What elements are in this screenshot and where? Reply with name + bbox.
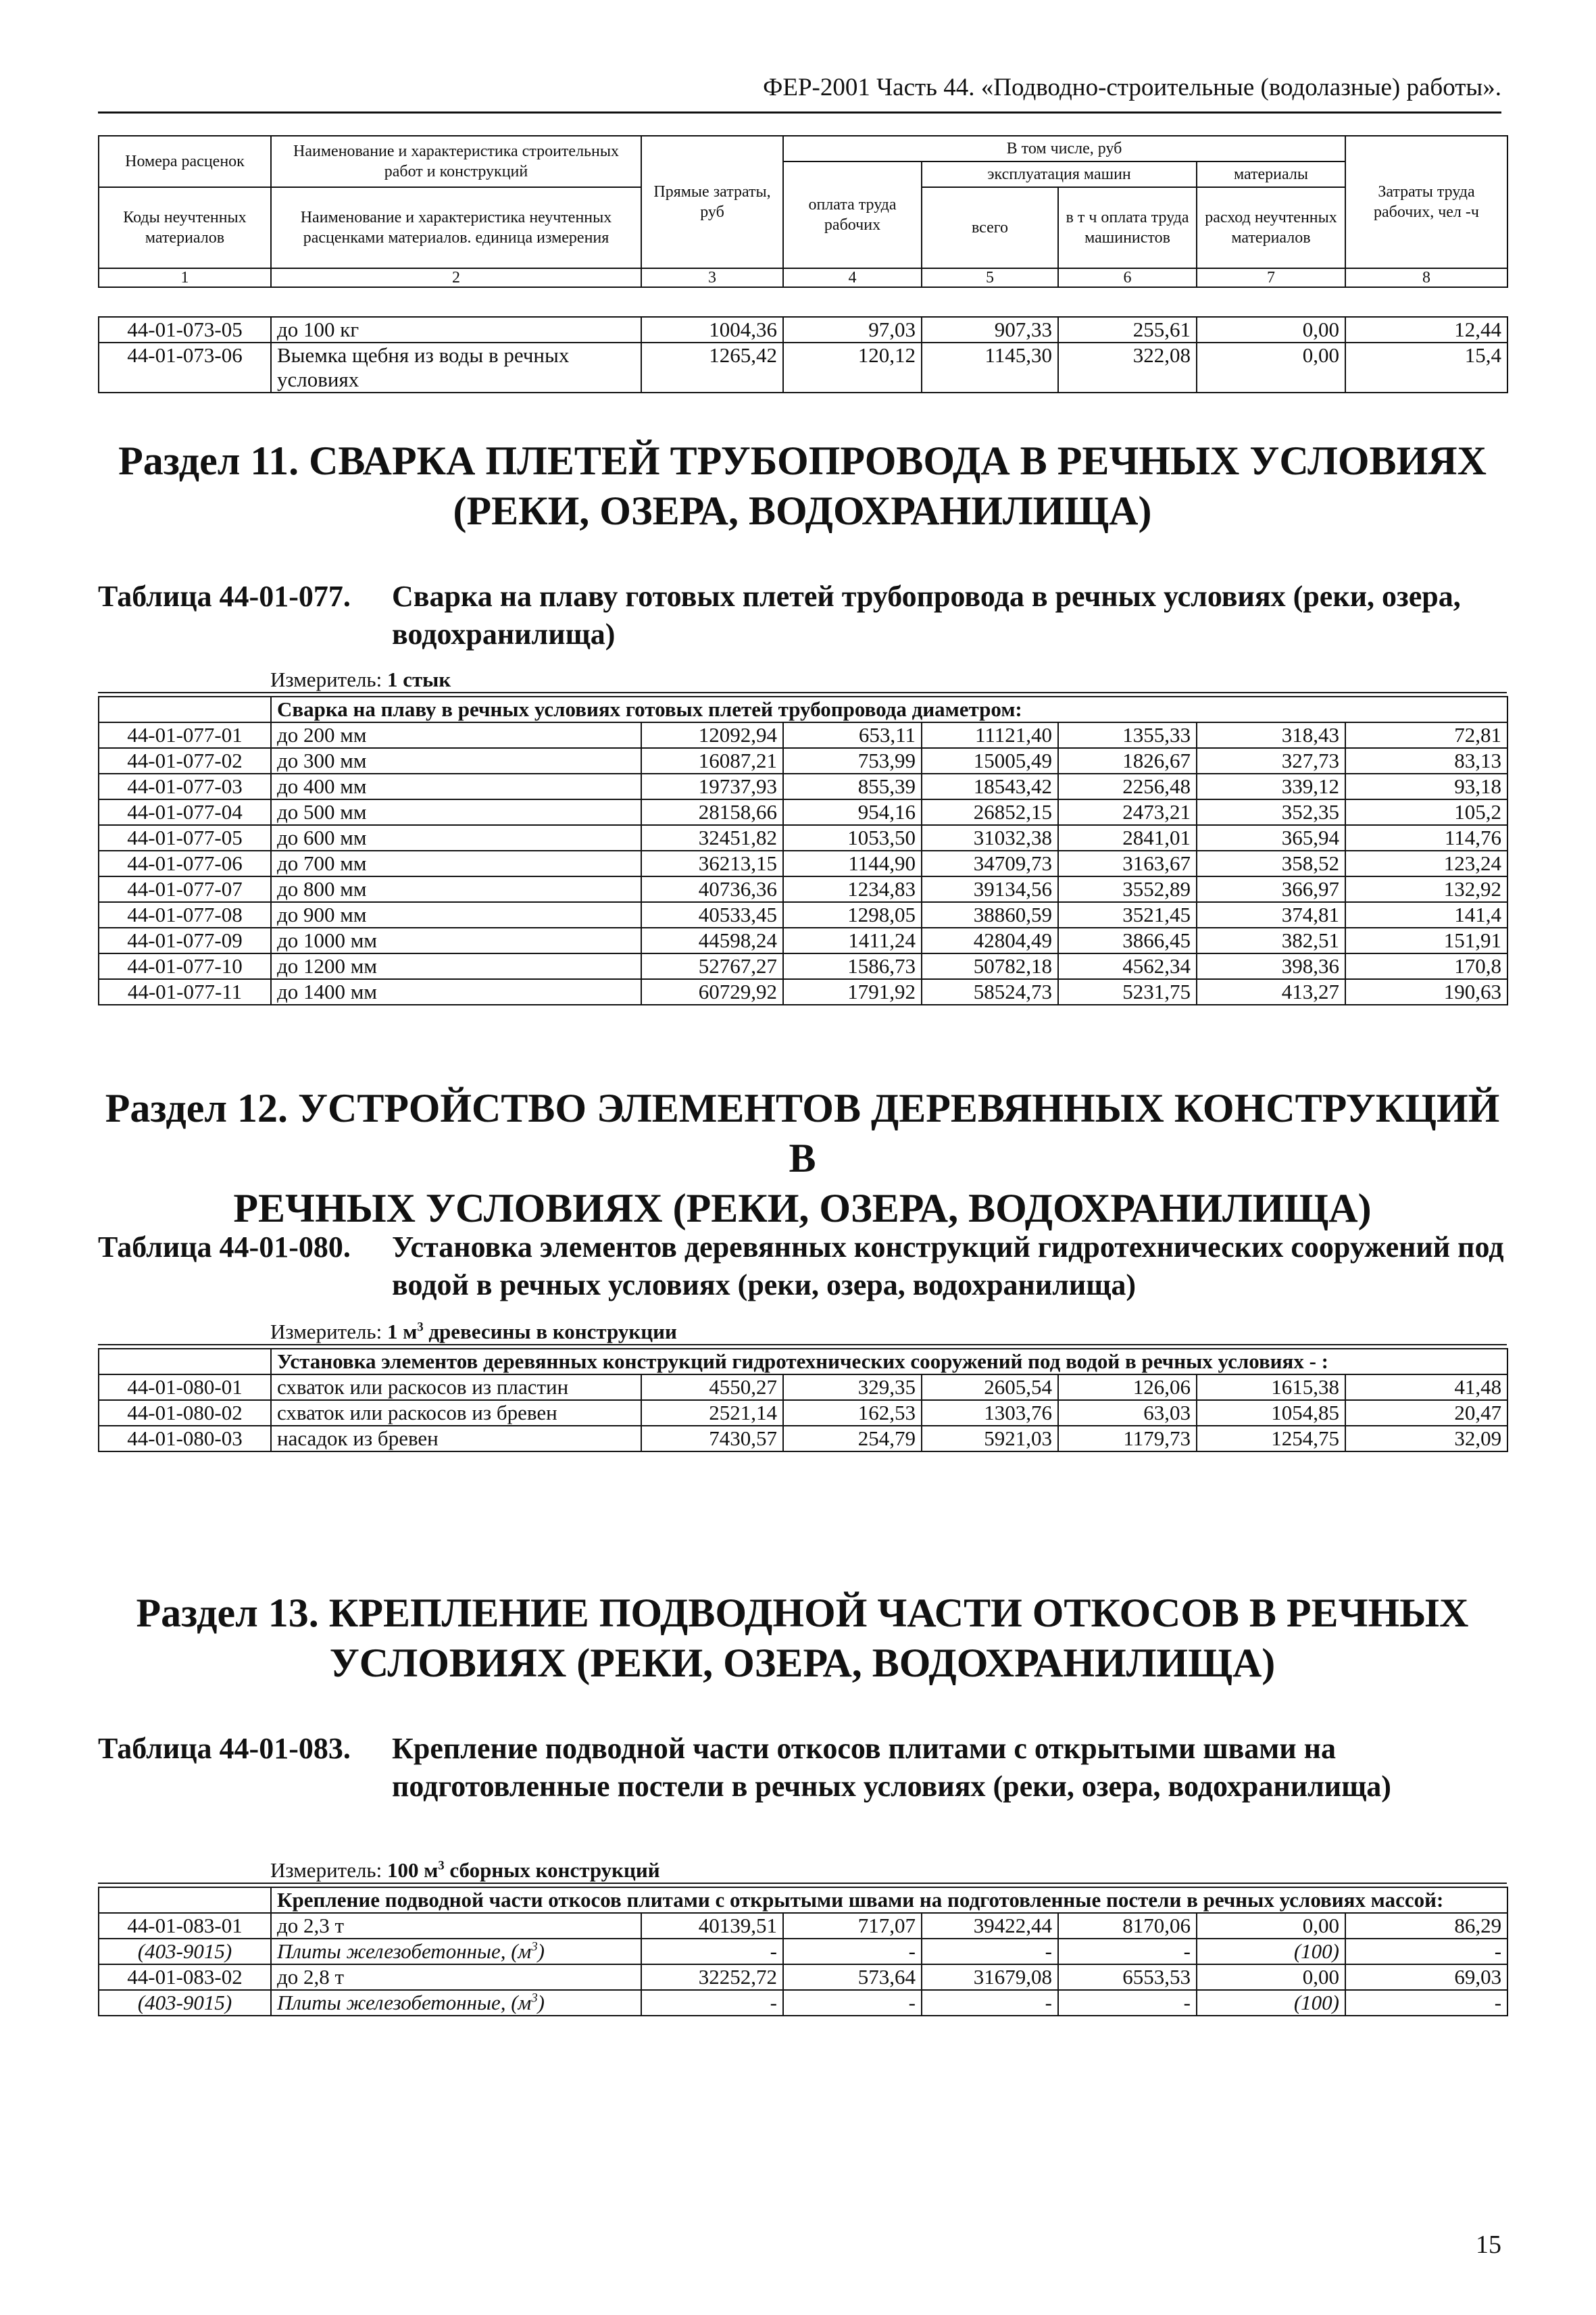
- materials: 0,00: [1197, 1913, 1345, 1939]
- table-073-continuation: [98, 316, 1508, 393]
- machines-total: 5921,03: [922, 1426, 1058, 1451]
- rate-code: 44-01-077-02: [99, 748, 271, 774]
- rate-code: 44-01-073-06: [99, 343, 271, 393]
- labor-costs: 114,76: [1345, 825, 1507, 851]
- wages: 855,39: [783, 774, 922, 799]
- column-number: 6: [1058, 268, 1197, 287]
- machines-total: 50782,18: [922, 953, 1058, 979]
- header-operator-wages: в т ч оплата труда машинистов: [1058, 187, 1197, 268]
- measure-exponent: 3: [438, 1858, 445, 1873]
- labor-costs: 86,29: [1345, 1913, 1507, 1939]
- header-material-codes: Коды неучтенных материалов: [99, 187, 271, 268]
- machines-total: 907,33: [922, 317, 1058, 343]
- direct-costs: 32451,82: [641, 825, 783, 851]
- material-name-text: Плиты железобетонные, (м: [277, 1939, 532, 1963]
- rate-code: 44-01-080-03: [99, 1426, 271, 1451]
- machines-total: 31679,08: [922, 1964, 1058, 1990]
- operator-wages: 3521,45: [1058, 902, 1197, 928]
- operator-wages: 1355,33: [1058, 722, 1197, 748]
- direct-costs: -: [641, 1939, 783, 1964]
- wages: 573,64: [783, 1964, 922, 1990]
- measure-value: 100 м: [386, 1858, 439, 1882]
- section-title-line: Раздел 13. КРЕПЛЕНИЕ ПОДВОДНОЙ ЧАСТИ ОТКОСОВ В РЕЧНЫХ: [136, 1591, 1469, 1635]
- direct-costs: 1265,42: [641, 343, 783, 393]
- table-row: [99, 1964, 1507, 1990]
- materials: 1615,38: [1197, 1374, 1345, 1400]
- wages: 954,16: [783, 799, 922, 825]
- wages: 162,53: [783, 1400, 922, 1426]
- labor-costs: 151,91: [1345, 928, 1507, 953]
- labor-costs: 170,8: [1345, 953, 1507, 979]
- header-including: В том числе, руб: [783, 136, 1345, 161]
- header-machines-total: всего: [922, 187, 1058, 268]
- operator-wages: 3163,67: [1058, 851, 1197, 876]
- table-row: [99, 902, 1507, 928]
- group-row: [99, 697, 1507, 722]
- operator-wages: 126,06: [1058, 1374, 1197, 1400]
- work-name: схваток или раскосов из бревен: [271, 1400, 641, 1426]
- work-name: до 2,8 т: [271, 1964, 641, 1990]
- section-title-line: УСЛОВИЯХ (РЕКИ, ОЗЕРА, ВОДОХРАНИЛИЩА): [329, 1641, 1276, 1685]
- operator-wages: 2841,01: [1058, 825, 1197, 851]
- section-13-title: [98, 1588, 1507, 1688]
- material-name-text: Плиты железобетонные, (м: [277, 1991, 532, 2014]
- table-080: [98, 1348, 1508, 1452]
- work-name: до 600 мм: [271, 825, 641, 851]
- rate-code: 44-01-080-02: [99, 1400, 271, 1426]
- header-work-name: Наименование и характеристика строительных работ и конструкций: [271, 136, 641, 187]
- direct-costs: 32252,72: [641, 1964, 783, 1990]
- wages: 329,35: [783, 1374, 922, 1400]
- column-number: 3: [641, 268, 783, 287]
- work-name: до 700 мм: [271, 851, 641, 876]
- table-caption: Установка элементов деревянных конструкций гидротехнических сооружений под водой в речных условиях (реки, озера, водохранилища): [392, 1230, 1504, 1301]
- work-name: до 500 мм: [271, 799, 641, 825]
- work-name: до 400 мм: [271, 774, 641, 799]
- rate-code: 44-01-077-04: [99, 799, 271, 825]
- measure-value: 1 стык: [386, 668, 451, 691]
- operator-wages: -: [1058, 1990, 1197, 2016]
- machines-total: 15005,49: [922, 748, 1058, 774]
- operator-wages: 3866,45: [1058, 928, 1197, 953]
- labor-costs: 141,4: [1345, 902, 1507, 928]
- table-083-measure: [270, 1858, 660, 1883]
- measure-exponent: 3: [417, 1320, 424, 1335]
- machines-total: 11121,40: [922, 722, 1058, 748]
- section-title-line: Раздел 12. УСТРОЙСТВО ЭЛЕМЕНТОВ ДЕРЕВЯННЫХ КОНСТРУКЦИЙ В: [105, 1086, 1500, 1180]
- work-name: до 900 мм: [271, 902, 641, 928]
- group-heading: Крепление подводной части откосов плитами с открытыми швами на подготовленные постели в речных условиях массой:: [271, 1887, 1507, 1913]
- labor-costs: 41,48: [1345, 1374, 1507, 1400]
- header-materials: материалы: [1197, 161, 1345, 187]
- measure-prefix: Измеритель:: [270, 668, 382, 691]
- machines-total: 18543,42: [922, 774, 1058, 799]
- header-material-names: Наименование и характеристика неучтенных расценками материалов. единица измерения: [271, 187, 641, 268]
- work-name: схваток или раскосов из пластин: [271, 1374, 641, 1400]
- wages: 1053,50: [783, 825, 922, 851]
- table-077: [98, 696, 1508, 1005]
- column-number: 8: [1345, 268, 1507, 287]
- table-row: [99, 1400, 1507, 1426]
- labor-costs: 69,03: [1345, 1964, 1507, 1990]
- operator-wages: 63,03: [1058, 1400, 1197, 1426]
- direct-costs: -: [641, 1990, 783, 2016]
- wages: 1298,05: [783, 902, 922, 928]
- table-row: [99, 979, 1507, 1005]
- machines-total: 38860,59: [922, 902, 1058, 928]
- operator-wages: 3552,89: [1058, 876, 1197, 902]
- work-name: до 1400 мм: [271, 979, 641, 1005]
- materials: 366,97: [1197, 876, 1345, 902]
- direct-costs: 52767,27: [641, 953, 783, 979]
- material-code: (403-9015): [99, 1990, 271, 2016]
- machines-total: -: [922, 1990, 1058, 2016]
- materials: 339,12: [1197, 774, 1345, 799]
- machines-total: 39134,56: [922, 876, 1058, 902]
- material-consumption: (100): [1197, 1990, 1345, 2016]
- machines-total: 31032,38: [922, 825, 1058, 851]
- operator-wages: 6553,53: [1058, 1964, 1197, 1990]
- material-consumption: (100): [1197, 1939, 1345, 1964]
- table-caption: Сварка на плаву готовых плетей трубопровода в речных условиях (реки, озера, водохранилища): [392, 580, 1461, 651]
- machines-total: 1145,30: [922, 343, 1058, 393]
- materials: 398,36: [1197, 953, 1345, 979]
- direct-costs: 40736,36: [641, 876, 783, 902]
- operator-wages: 255,61: [1058, 317, 1197, 343]
- header-direct-costs: Прямые затраты, руб: [641, 136, 783, 268]
- materials: 0,00: [1197, 343, 1345, 393]
- table-083: [98, 1887, 1508, 2016]
- measure-value-rest: древесины в конструкции: [423, 1320, 677, 1343]
- header-rate-numbers: Номера расценок: [99, 136, 271, 187]
- column-number: 7: [1197, 268, 1345, 287]
- table-row: [99, 1426, 1507, 1451]
- measure-value-rest: сборных конструкций: [444, 1858, 660, 1882]
- materials: 365,94: [1197, 825, 1345, 851]
- table-row: [99, 748, 1507, 774]
- rate-code: 44-01-077-01: [99, 722, 271, 748]
- section-title-line: Раздел 11. СВАРКА ПЛЕТЕЙ ТРУБОПРОВОДА В РЕЧНЫХ УСЛОВИЯХ: [118, 439, 1487, 483]
- direct-costs: 7430,57: [641, 1426, 783, 1451]
- operator-wages: 5231,75: [1058, 979, 1197, 1005]
- operator-wages: 2256,48: [1058, 774, 1197, 799]
- header-material-consumption: расход неучтенных материалов: [1197, 187, 1345, 268]
- work-name: до 100 кг: [271, 317, 641, 343]
- running-head: ФЕР-2001 Часть 44. «Подводно-строительные (водолазные) работы».: [763, 74, 1501, 101]
- labor-costs: 12,44: [1345, 317, 1507, 343]
- table-label: Таблица 44-01-083.: [98, 1732, 351, 1765]
- operator-wages: 2473,21: [1058, 799, 1197, 825]
- header-wages: оплата труда рабочих: [783, 161, 922, 268]
- wages: 97,03: [783, 317, 922, 343]
- work-name: до 800 мм: [271, 876, 641, 902]
- operator-wages: 1179,73: [1058, 1426, 1197, 1451]
- wages: 653,11: [783, 722, 922, 748]
- material-code: (403-9015): [99, 1939, 271, 1964]
- materials: 0,00: [1197, 317, 1345, 343]
- table-row: [99, 1374, 1507, 1400]
- wages: 753,99: [783, 748, 922, 774]
- work-name: до 1200 мм: [271, 953, 641, 979]
- rate-code: 44-01-077-09: [99, 928, 271, 953]
- labor-costs: 132,92: [1345, 876, 1507, 902]
- table-row: [99, 722, 1507, 748]
- operator-wages: 8170,06: [1058, 1913, 1197, 1939]
- unit-exponent: 3: [531, 1991, 538, 2006]
- materials: 358,52: [1197, 851, 1345, 876]
- direct-costs: 40533,45: [641, 902, 783, 928]
- header-labor-costs: Затраты труда рабочих, чел -ч: [1345, 136, 1507, 268]
- work-name: до 200 мм: [271, 722, 641, 748]
- direct-costs: 36213,15: [641, 851, 783, 876]
- table-row: [99, 1913, 1507, 1939]
- material-name: [271, 1939, 641, 1964]
- table-row: [99, 774, 1507, 799]
- section-12-title: [98, 1083, 1507, 1233]
- section-11-title: [98, 436, 1507, 536]
- labor-costs: 15,4: [1345, 343, 1507, 393]
- measure-value: 1 м: [386, 1320, 418, 1343]
- table-row: [99, 953, 1507, 979]
- rate-code: 44-01-073-05: [99, 317, 271, 343]
- machines-total: 1303,76: [922, 1400, 1058, 1426]
- direct-costs: 4550,27: [641, 1374, 783, 1400]
- direct-costs: 44598,24: [641, 928, 783, 953]
- work-name: до 2,3 т: [271, 1913, 641, 1939]
- rate-code: 44-01-077-10: [99, 953, 271, 979]
- running-head-rule: [98, 111, 1501, 114]
- measure-rule: [98, 1344, 1507, 1345]
- measure-prefix: Измеритель:: [270, 1858, 382, 1882]
- machines-total: 42804,49: [922, 928, 1058, 953]
- unit-exponent: 3: [531, 1939, 538, 1954]
- labor-costs: -: [1345, 1990, 1507, 2016]
- labor-costs: 93,18: [1345, 774, 1507, 799]
- labor-costs: 83,13: [1345, 748, 1507, 774]
- section-title-line: (РЕКИ, ОЗЕРА, ВОДОХРАНИЛИЩА): [453, 489, 1152, 533]
- wages: -: [783, 1990, 922, 2016]
- table-row: [99, 928, 1507, 953]
- materials: 374,81: [1197, 902, 1345, 928]
- labor-costs: 105,2: [1345, 799, 1507, 825]
- material-row: [99, 1939, 1507, 1964]
- table-row: [99, 317, 1507, 343]
- labor-costs: 32,09: [1345, 1426, 1507, 1451]
- work-name: до 300 мм: [271, 748, 641, 774]
- labor-costs: 190,63: [1345, 979, 1507, 1005]
- group-row: [99, 1349, 1507, 1374]
- rate-code: 44-01-077-03: [99, 774, 271, 799]
- rate-code: 44-01-083-01: [99, 1913, 271, 1939]
- materials: 382,51: [1197, 928, 1345, 953]
- work-name: насадок из бревен: [271, 1426, 641, 1451]
- measure-prefix: Измеритель:: [270, 1320, 382, 1343]
- labor-costs: 123,24: [1345, 851, 1507, 876]
- materials: 413,27: [1197, 979, 1345, 1005]
- measure-rule: [98, 692, 1507, 693]
- operator-wages: 322,08: [1058, 343, 1197, 393]
- column-number: 4: [783, 268, 922, 287]
- wages: 1234,83: [783, 876, 922, 902]
- materials: 1054,85: [1197, 1400, 1345, 1426]
- rate-code: 44-01-077-06: [99, 851, 271, 876]
- material-name: [271, 1990, 641, 2016]
- group-row: [99, 1887, 1507, 1913]
- wages: 254,79: [783, 1426, 922, 1451]
- direct-costs: 12092,94: [641, 722, 783, 748]
- rate-code: 44-01-080-01: [99, 1374, 271, 1400]
- rate-code: 44-01-077-11: [99, 979, 271, 1005]
- wages: 1586,73: [783, 953, 922, 979]
- labor-costs: 20,47: [1345, 1400, 1507, 1426]
- table-080-measure: [270, 1320, 677, 1344]
- table-row: [99, 343, 1507, 393]
- direct-costs: 40139,51: [641, 1913, 783, 1939]
- materials: 1254,75: [1197, 1426, 1345, 1451]
- wages: 1791,92: [783, 979, 922, 1005]
- unit-close: ): [537, 1991, 545, 2014]
- machines-total: -: [922, 1939, 1058, 1964]
- rate-code: 44-01-077-08: [99, 902, 271, 928]
- operator-wages: 4562,34: [1058, 953, 1197, 979]
- materials: 352,35: [1197, 799, 1345, 825]
- direct-costs: 19737,93: [641, 774, 783, 799]
- column-header-table: [98, 135, 1508, 288]
- direct-costs: 2521,14: [641, 1400, 783, 1426]
- direct-costs: 1004,36: [641, 317, 783, 343]
- column-number: 2: [271, 268, 641, 287]
- materials: 0,00: [1197, 1964, 1345, 1990]
- labor-costs: -: [1345, 1939, 1507, 1964]
- wages: 717,07: [783, 1913, 922, 1939]
- wages: 1411,24: [783, 928, 922, 953]
- table-row: [99, 876, 1507, 902]
- table-label: Таблица 44-01-080.: [98, 1230, 351, 1264]
- group-heading: Установка элементов деревянных конструкций гидротехнических сооружений под водой в речных условиях - :: [271, 1349, 1507, 1374]
- section-title-line: РЕЧНЫХ УСЛОВИЯХ (РЕКИ, ОЗЕРА, ВОДОХРАНИЛИЩА): [233, 1186, 1372, 1230]
- material-row: [99, 1990, 1507, 2016]
- unit-close: ): [537, 1939, 545, 1963]
- table-row: [99, 799, 1507, 825]
- table-label: Таблица 44-01-077.: [98, 580, 351, 613]
- wages: 1144,90: [783, 851, 922, 876]
- rate-code: 44-01-077-07: [99, 876, 271, 902]
- rate-code: 44-01-083-02: [99, 1964, 271, 1990]
- machines-total: 58524,73: [922, 979, 1058, 1005]
- operator-wages: 1826,67: [1058, 748, 1197, 774]
- work-name: Выемка щебня из воды в речных условиях: [271, 343, 641, 393]
- table-row: [99, 851, 1507, 876]
- table-caption: Крепление подводной части откосов плитами с открытыми швами на подготовленные постели в речных условиях (реки, озера, водохранилища): [392, 1732, 1391, 1803]
- table-077-measure: [270, 668, 451, 692]
- column-number: 5: [922, 268, 1058, 287]
- machines-total: 2605,54: [922, 1374, 1058, 1400]
- direct-costs: 28158,66: [641, 799, 783, 825]
- machines-total: 26852,15: [922, 799, 1058, 825]
- group-heading: Сварка на плаву в речных условиях готовых плетей трубопровода диаметром:: [271, 697, 1507, 722]
- machines-total: 39422,44: [922, 1913, 1058, 1939]
- operator-wages: -: [1058, 1939, 1197, 1964]
- direct-costs: 60729,92: [641, 979, 783, 1005]
- wages: -: [783, 1939, 922, 1964]
- wages: 120,12: [783, 343, 922, 393]
- table-row: [99, 825, 1507, 851]
- page-number: 15: [1476, 2231, 1501, 2259]
- materials: 327,73: [1197, 748, 1345, 774]
- work-name: до 1000 мм: [271, 928, 641, 953]
- labor-costs: 72,81: [1345, 722, 1507, 748]
- machines-total: 34709,73: [922, 851, 1058, 876]
- direct-costs: 16087,21: [641, 748, 783, 774]
- measure-rule: [98, 1883, 1507, 1884]
- rate-code: 44-01-077-05: [99, 825, 271, 851]
- column-number: 1: [99, 268, 271, 287]
- materials: 318,43: [1197, 722, 1345, 748]
- header-machines: эксплуатация машин: [922, 161, 1197, 187]
